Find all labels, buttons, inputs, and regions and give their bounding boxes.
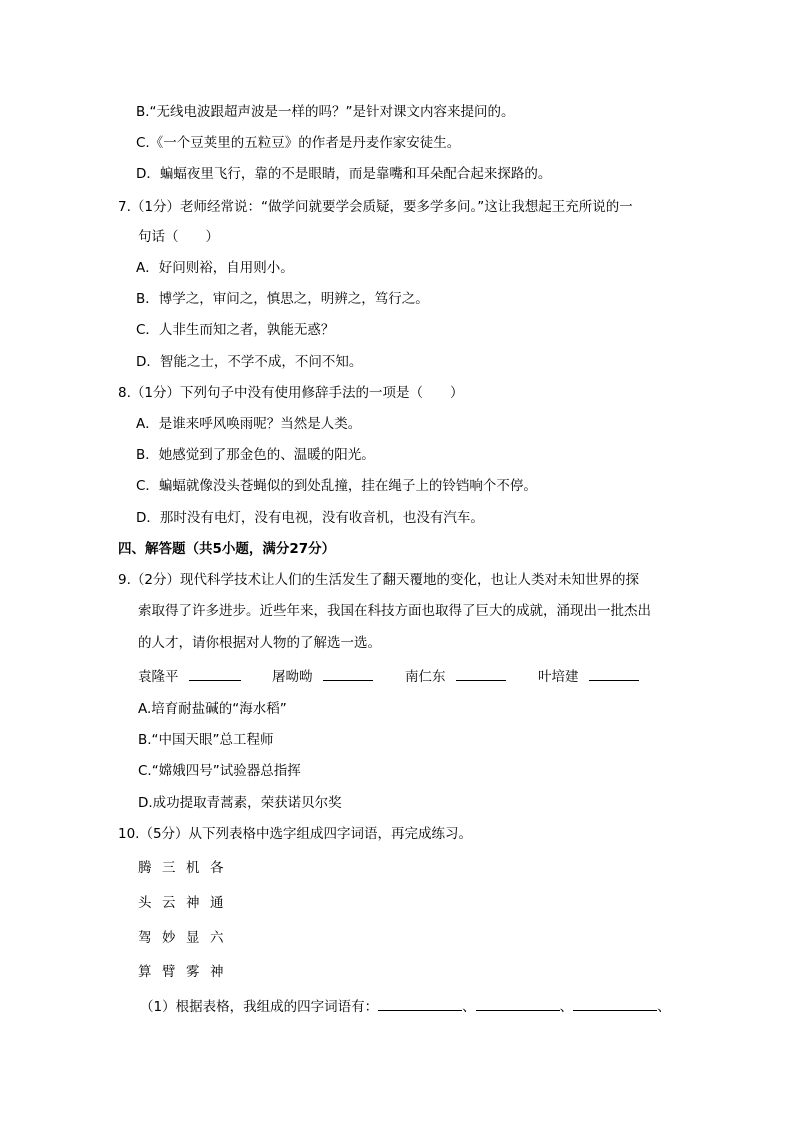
q7-option-c: C．人非生而知之者，孰能无惑？ bbox=[136, 322, 335, 338]
q9-stem-line1: 9.（2分）现代科学技术让人们的生活发生了翻天覆地的变化，也让人类对未知世界的探 bbox=[118, 572, 639, 588]
grid-char: 各 bbox=[210, 860, 224, 876]
grid-char: 三 bbox=[162, 860, 176, 876]
q6-option-c: C.《一个豆荚里的五粒豆》的作者是丹麦作家安徒生。 bbox=[136, 135, 461, 151]
separator: 、 bbox=[462, 999, 476, 1015]
grid-char: 云 bbox=[162, 895, 176, 911]
q9-option-a: A.培育耐盐碱的“海水稻” bbox=[138, 701, 287, 717]
separator: 、 bbox=[657, 999, 671, 1015]
q8-option-d: D．那时没有电灯，没有电视，没有收音机，也没有汽车。 bbox=[136, 510, 484, 526]
q9-option-d: D.成功提取青蒿素，荣获诺贝尔奖 bbox=[138, 795, 342, 811]
grid-char: 雾 bbox=[186, 964, 200, 980]
grid-char: 神 bbox=[210, 964, 224, 980]
q7-option-b: B．博学之，审问之，慎思之，明辨之，笃行之。 bbox=[136, 291, 429, 307]
q9-option-c: C.“嫦娥四号”试验器总指挥 bbox=[138, 763, 301, 779]
q10-sub1 bbox=[140, 996, 671, 1017]
q7-stem-line2: 句话（ ） bbox=[138, 229, 219, 245]
grid-char: 六 bbox=[210, 930, 224, 946]
grid-char: 头 bbox=[138, 895, 152, 911]
grid-char: 机 bbox=[186, 860, 200, 876]
q8-option-b: B．她感觉到了那金色的、温暖的阳光。 bbox=[136, 447, 375, 463]
person-name: 南仁东 bbox=[405, 669, 446, 685]
answer-blank[interactable] bbox=[573, 996, 657, 1011]
q6-option-b: B.“无线电波跟超声波是一样的吗？”是针对课文内容来提问的。 bbox=[136, 104, 515, 120]
answer-blank[interactable] bbox=[456, 666, 506, 681]
separator: 、 bbox=[559, 999, 574, 1015]
answer-blank[interactable] bbox=[189, 666, 241, 681]
q7-option-d: D．智能之士，不学不成，不问不知。 bbox=[136, 354, 363, 370]
grid-char: 神 bbox=[186, 895, 200, 911]
section-heading: 四、解答题（共5小题，满分27分） bbox=[118, 541, 336, 557]
grid-char: 妙 bbox=[162, 930, 176, 946]
grid-char: 通 bbox=[210, 895, 224, 911]
char-grid-row bbox=[138, 858, 234, 878]
answer-blank[interactable] bbox=[323, 666, 373, 681]
grid-char: 腾 bbox=[138, 860, 152, 876]
char-grid-row bbox=[138, 962, 234, 982]
person-item bbox=[405, 666, 506, 687]
q8-option-c: C．蝙蝠就像没头苍蝇似的到处乱撞，挂在绳子上的铃铛响个不停。 bbox=[136, 478, 537, 494]
answer-blank[interactable] bbox=[378, 996, 462, 1011]
char-grid-row bbox=[138, 893, 234, 913]
q9-stem-line2: 索取得了许多进步。近些年来，我国在科技方面也取得了巨大的成就，涌现出一批杰出 bbox=[138, 603, 651, 619]
q6-option-d: D．蝙蝠夜里飞行，靠的不是眼睛，而是靠嘴和耳朵配合起来探路的。 bbox=[136, 166, 552, 182]
q9-option-b: B.“中国天眼”总工程师 bbox=[138, 732, 274, 748]
q7-option-a: A．好问则裕，自用则小。 bbox=[136, 260, 294, 276]
answer-blank[interactable] bbox=[589, 666, 639, 681]
q9-stem-line3: 的人才，请你根据对人物的了解选一选。 bbox=[138, 635, 381, 651]
answer-blank[interactable] bbox=[476, 996, 560, 1011]
person-item bbox=[538, 666, 639, 687]
person-name: 袁隆平 bbox=[138, 669, 179, 685]
q10-sub1-prefix: （1）根据表格，我组成的四字词语有： bbox=[140, 999, 379, 1015]
grid-char: 驾 bbox=[138, 930, 152, 946]
char-grid-row bbox=[138, 928, 234, 948]
person-name: 屠呦呦 bbox=[272, 669, 313, 685]
person-item bbox=[272, 666, 373, 687]
q8-stem: 8.（1分）下列句子中没有使用修辞手法的一项是（ ） bbox=[118, 385, 464, 401]
grid-char: 臂 bbox=[162, 964, 176, 980]
q8-option-a: A．是谁来呼风唤雨呢？当然是人类。 bbox=[136, 416, 362, 432]
q7-stem-line1: 7.（1分）老师经常说：“做学问就要学会质疑，要多学多问。”这让我想起王充所说的一 bbox=[118, 199, 633, 215]
person-item bbox=[138, 666, 241, 687]
grid-char: 显 bbox=[186, 930, 200, 946]
q10-stem: 10.（5分）从下列表格中选字组成四字词语，再完成练习。 bbox=[118, 826, 473, 842]
grid-char: 算 bbox=[138, 964, 152, 980]
person-name: 叶培建 bbox=[538, 669, 579, 685]
